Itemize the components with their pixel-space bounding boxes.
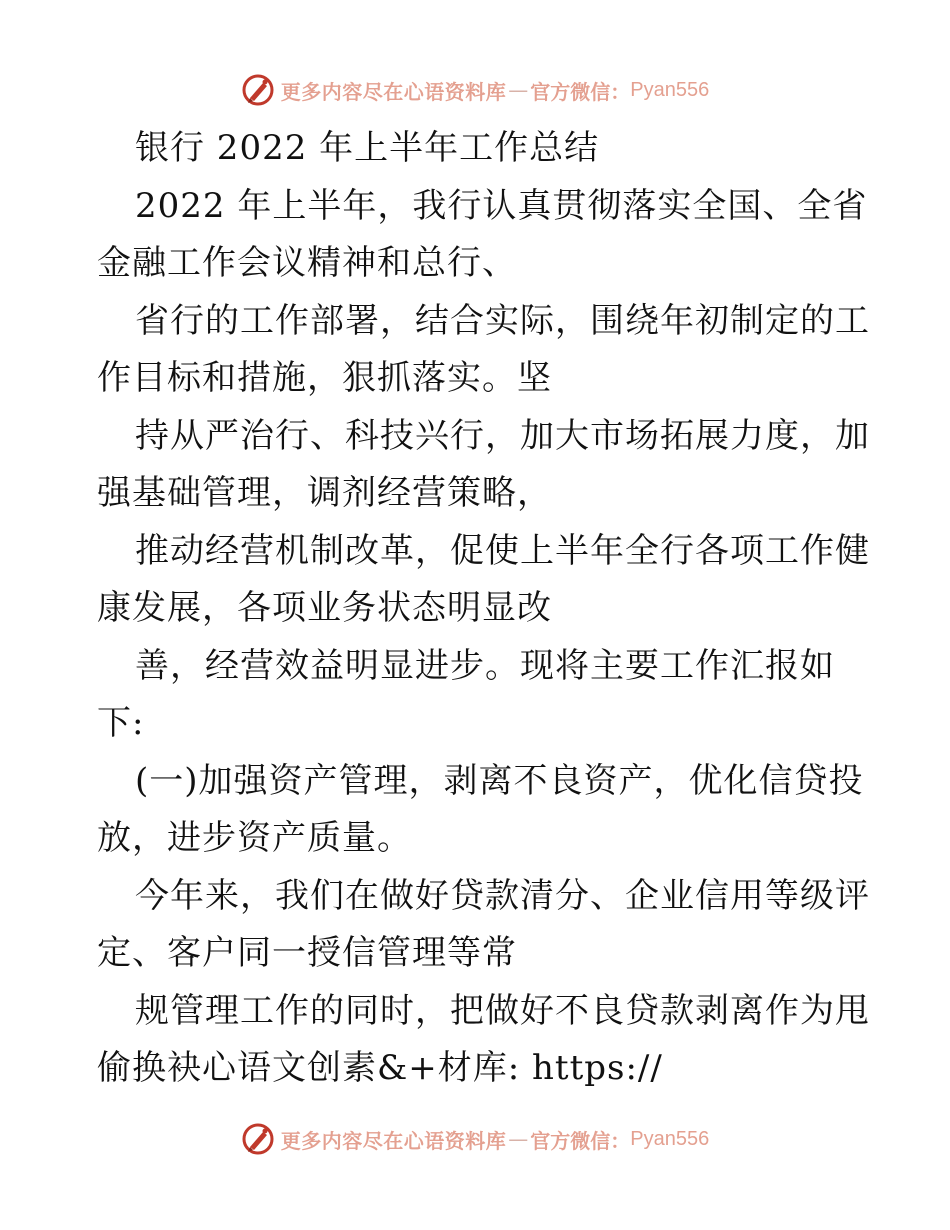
pen-logo-icon	[241, 73, 275, 107]
banner-separator: —	[508, 1127, 529, 1151]
pen-logo-icon	[241, 1122, 275, 1156]
text-line: 定、客户同一授信管理等常	[97, 933, 517, 973]
banner-separator: —	[508, 78, 529, 102]
text-line: 规管理工作的同时，把做好不良贷款剥离作为甩	[135, 990, 870, 1031]
document-title: 银行 2022 年上半年工作总结	[135, 128, 600, 168]
text-line: 善，经营效益明显进步。现将主要工作汇报如	[135, 645, 835, 686]
text-line: 强基础管理，调剂经营策略，	[97, 473, 552, 513]
text-line: 放，进步资产质量。	[97, 818, 412, 858]
text-line: 省行的工作部署，结合实际，围绕年初制定的工	[135, 300, 870, 341]
banner-wechat-label: 官方微信：	[530, 79, 631, 104]
text-line: 2022 年上半年，我行认真贯彻落实全国、全省	[135, 185, 868, 226]
banner-wechat-id: Pyan556	[630, 1127, 710, 1150]
text-line: 推动经营机制改革，促使上半年全行各项工作健	[135, 530, 870, 571]
text-line: 金融工作会议精神和总行、	[97, 243, 517, 283]
footer-watermark-banner	[0, 1119, 950, 1159]
text-line: 作目标和措施，狠抓落实。坚	[97, 358, 552, 398]
text-line: 今年来，我们在做好贷款清分、企业信用等级评	[135, 875, 870, 916]
text-line: 持从严治行、科技兴行，加大市场拓展力度，加	[135, 415, 870, 456]
text-line: 下:	[97, 703, 145, 743]
section-heading: (一)加强资产管理，剥离不良资产，优化信贷投	[135, 760, 864, 801]
header-watermark-banner	[0, 70, 950, 110]
text-line: 偷换袂心语文创素&+材库: https://	[97, 1048, 663, 1088]
banner-brand-text: 更多内容尽在心语资料库	[280, 79, 507, 104]
banner-wechat-id: Pyan556	[630, 78, 710, 101]
text-line: 康发展，各项业务状态明显改	[97, 588, 552, 628]
banner-wechat-label: 官方微信：	[530, 1128, 631, 1153]
document-body	[97, 120, 870, 1098]
banner-brand-text: 更多内容尽在心语资料库	[280, 1128, 507, 1153]
